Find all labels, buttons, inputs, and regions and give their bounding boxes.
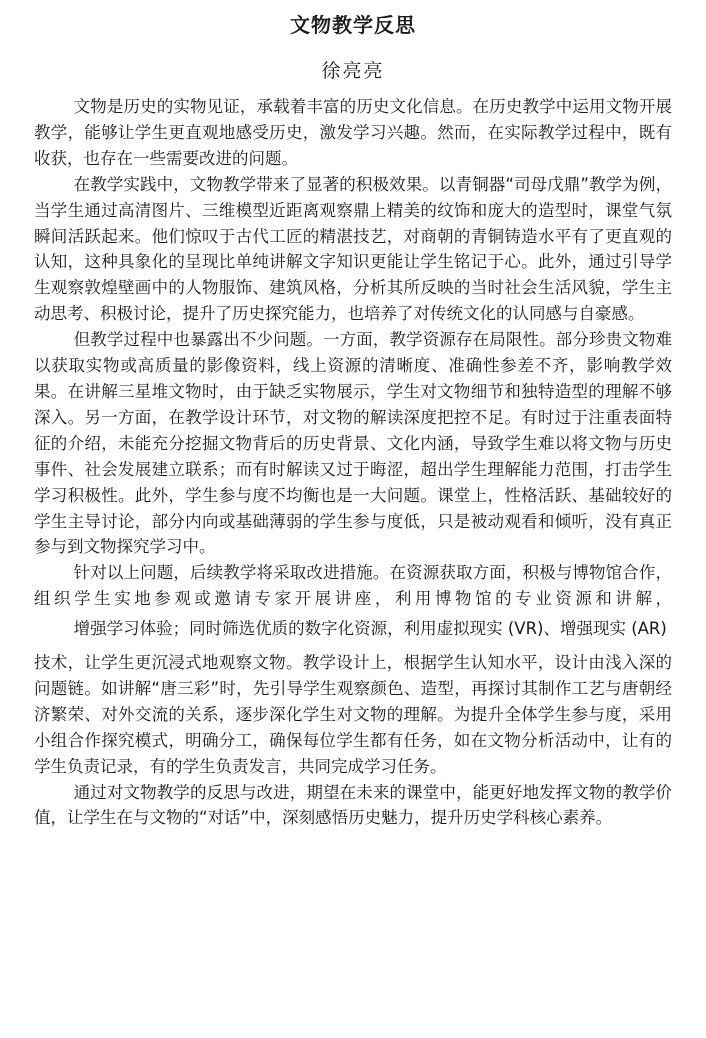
paragraph-improvements-part-2: 增强学习体验；同时筛选优质的数字化资源，利用虚拟现实 (VR)、增强现实 (AR) — [73, 619, 667, 639]
paragraph-improvements-part-3: 技术，让学生更沉浸式地观察文物。教学设计上，根据学生认知水平，设计由浅入深的问题链。如讲解“唐三彩”时，先引导学生观察颜色、造型，再探讨其制作工艺与唐朝经济繁荣、对外交流的关系，逐步深化学生对文物的理解。为提升全体学生参与度，采用小组合作探究模式，明确分工，确保每位学生都有任务，如在文物分析活动中，让有的学生负责记录，有的学生负责发言，共同完成学习任务。 — [34, 653, 672, 776]
document-author: 徐亮亮 — [321, 60, 385, 82]
paragraph-improvements-part-1: 针对以上问题，后续教学将采取改进措施。在资源获取方面，积极与博物馆合作，组织学生实地参观或邀请专家开展讲座，利用博物馆的专业资源和讲解， — [34, 563, 672, 609]
paragraph-improvements — [34, 560, 672, 779]
paragraph-benefits: 在教学实践中，文物教学带来了显著的积极效果。以青铜器“司母戊鼎”教学为例，当学生通过高清图片、三维模型近距离观察鼎上精美的纹饰和庞大的造型时，课堂气氛瞬间活跃起来。他们惊叹于古代工匠的精湛技艺，对商朝的青铜铸造水平有了更直观的认知，这种具象化的呈现比单纯讲解文字知识更能让学生铭记于心。此外，通过引导学生观察敦煌壁画中的人物服饰、建筑风格，分析其所反映的当时社会生活风貌，学生主动思考、积极讨论，提升了历史探究能力，也培养了对传统文化的认同感与自豪感。 — [34, 174, 672, 324]
paragraph-intro: 文物是历史的实物见证，承载着丰富的历史文化信息。在历史教学中运用文物开展教学，能够让学生更直观地感受历史，激发学习兴趣。然而，在实际教学过程中，既有收获，也存在一些需要改进的问题。 — [34, 97, 672, 168]
document-title: 文物教学反思 — [290, 13, 416, 37]
paragraph-conclusion: 通过对文物教学的反思与改进，期望在未来的课堂中，能更好地发挥文物的教学价值，让学生在与文物的“对话”中，深刻感悟历史魅力，提升历史学科核心素养。 — [34, 782, 672, 828]
document-page — [34, 8, 672, 831]
paragraph-problems: 但教学过程中也暴露出不少问题。一方面，教学资源存在局限性。部分珍贵文物难以获取实物或高质量的影像资料，线上资源的清晰度、准确性参差不齐，影响教学效果。在讲解三星堆文物时，由于缺乏实物展示，学生对文物细节和独特造型的理解不够深入。另一方面，在教学设计环节，对文物的解读深度把控不足。有时过于注重表面特征的介绍，未能充分挖掘文物背后的历史背景、文化内涵，导致学生难以将文物与历史事件、社会发展建立联系；而有时解读又过于晦涩，超出学生理解能力范围，打击学生学习积极性。此外，学生参与度不均衡也是一大问题。课堂上，性格活跃、基础较好的学生主导讨论，部分内向或基础薄弱的学生参与度低，只是被动观看和倾听，没有真正参与到文物探究学习中。 — [34, 330, 672, 557]
